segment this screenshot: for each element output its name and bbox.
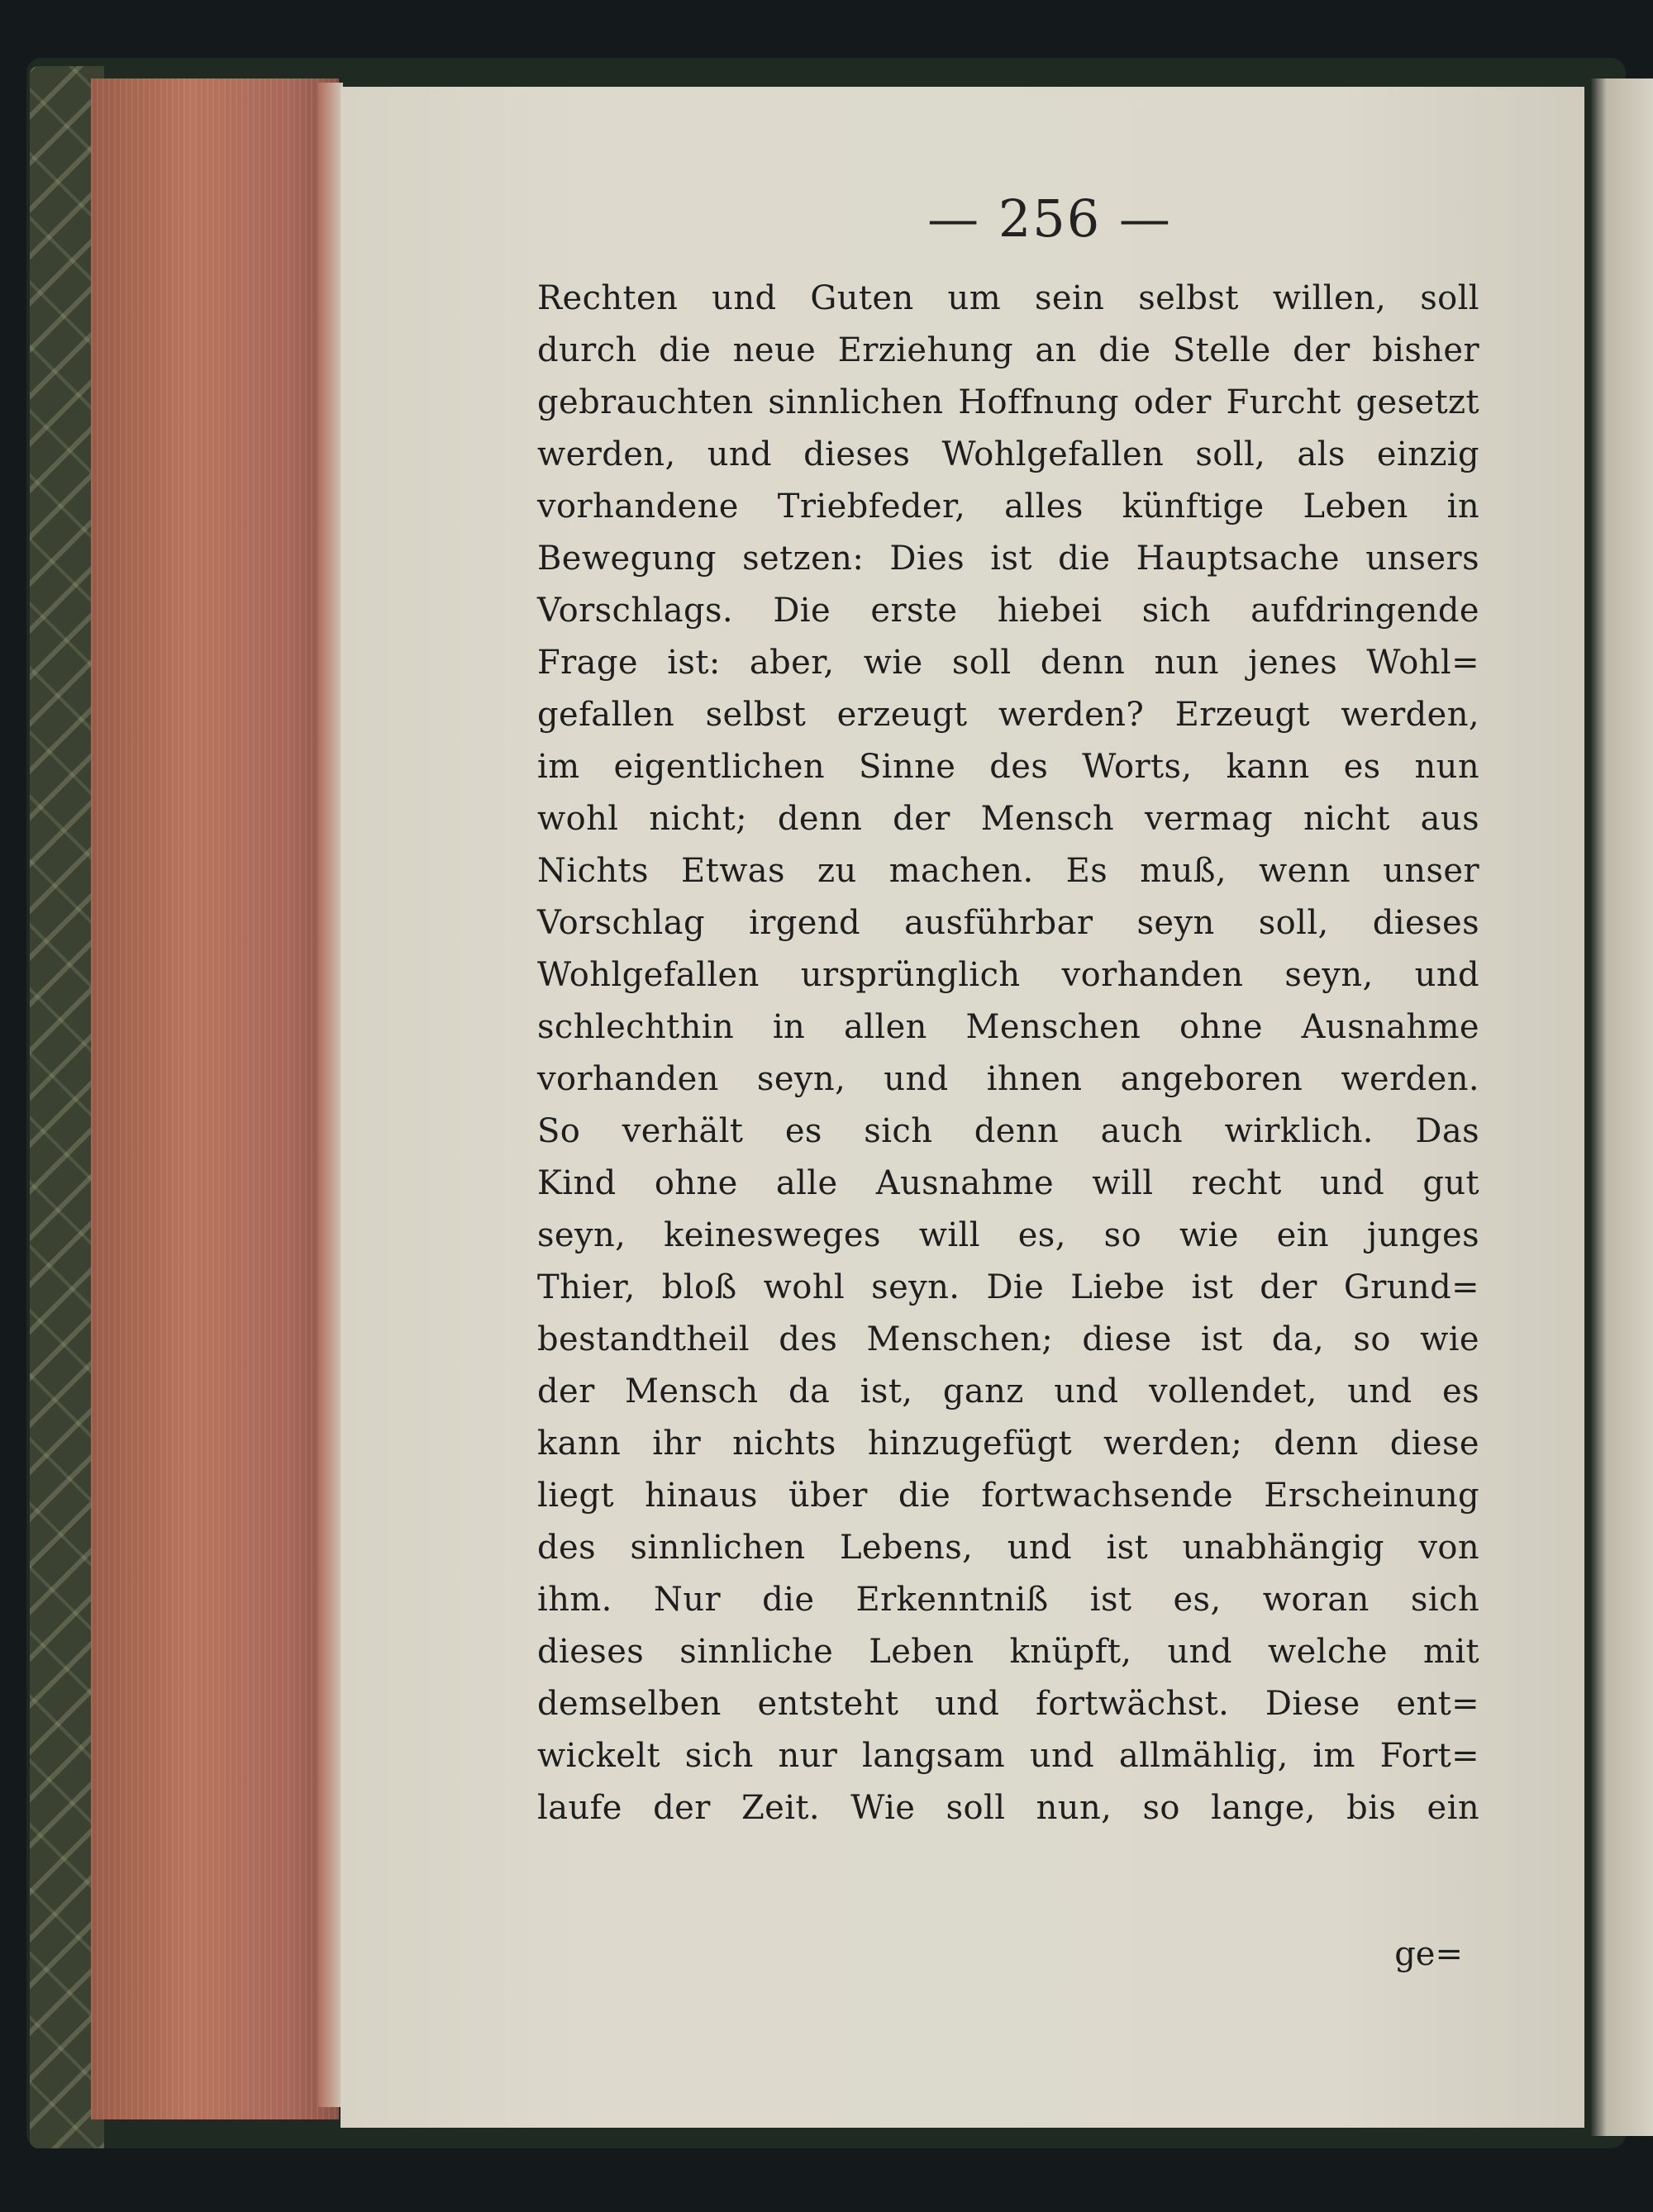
text-line: Rechten und Guten um sein selbst willen, soll (537, 279, 1479, 317)
text-line: wickelt sich nur langsam und allmählig, im Fort= (537, 1737, 1479, 1775)
text-line: Wohlgefallen ursprünglich vorhanden seyn, und (537, 956, 1479, 994)
catchword: ge= (1394, 1935, 1463, 1973)
text-line: Thier, bloß wohl seyn. Die Liebe ist der Grund= (537, 1268, 1479, 1306)
text-line: Kind ohne alle Ausnahme will recht und gut (537, 1164, 1479, 1202)
text-line: gebrauchten sinnlichen Hoffnung oder Furcht gesetzt (537, 383, 1479, 421)
text-line: laufe der Zeit. Wie soll nun, so lange, bis ein (537, 1789, 1479, 1827)
text-line: So verhält es sich denn auch wirklich. Das (537, 1112, 1479, 1150)
body-text (537, 273, 1479, 1834)
page-edges (91, 78, 339, 2119)
text-line: der Mensch da ist, ganz und vollendet, und es (537, 1372, 1479, 1410)
text-line: gefallen selbst erzeugt werden? Erzeugt werden, (537, 696, 1479, 734)
text-line: bestandtheil des Menschen; diese ist da, so wie (537, 1320, 1479, 1358)
page-number: — 256 — (927, 188, 1172, 249)
text-line: vorhanden seyn, und ihnen angeboren werden. (537, 1060, 1479, 1098)
text-line: durch die neue Erziehung an die Stelle der bisher (537, 331, 1479, 369)
text-line: vorhandene Triebfeder, alles künftige Leben in (537, 488, 1479, 526)
page-fold (318, 83, 343, 2107)
facing-page-edge (1591, 78, 1653, 2136)
text-line: Nichts Etwas zu machen. Es muß, wenn unser (537, 852, 1479, 890)
text-line: seyn, keinesweges will es, so wie ein junges (537, 1216, 1479, 1254)
text-line: des sinnlichen Lebens, und ist unabhängig von (537, 1529, 1479, 1567)
text-line: kann ihr nichts hinzugefügt werden; denn diese (537, 1425, 1479, 1463)
text-line: liegt hinaus über die fortwachsende Erscheinung (537, 1477, 1479, 1515)
text-line: Vorschlags. Die erste hiebei sich aufdringende (537, 592, 1479, 630)
text-line: demselben entsteht und fortwächst. Diese ent= (537, 1685, 1479, 1723)
text-line: ihm. Nur die Erkenntniß ist es, woran sich (537, 1581, 1479, 1619)
text-line: dieses sinnliche Leben knüpft, und welche mit (537, 1633, 1479, 1671)
text-line: Frage ist: aber, wie soll denn nun jenes Wohl= (537, 644, 1479, 682)
text-line: Vorschlag irgend ausführbar seyn soll, dieses (537, 904, 1479, 942)
text-line: im eigentlichen Sinne des Worts, kann es nun (537, 748, 1479, 786)
text-line: werden, und dieses Wohlgefallen soll, als einzig (537, 435, 1479, 473)
text-line: wohl nicht; denn der Mensch vermag nicht aus (537, 800, 1479, 838)
text-line: schlechthin in allen Menschen ohne Ausnahme (537, 1008, 1479, 1046)
text-line: Bewegung setzen: Dies ist die Hauptsache unsers (537, 540, 1479, 578)
